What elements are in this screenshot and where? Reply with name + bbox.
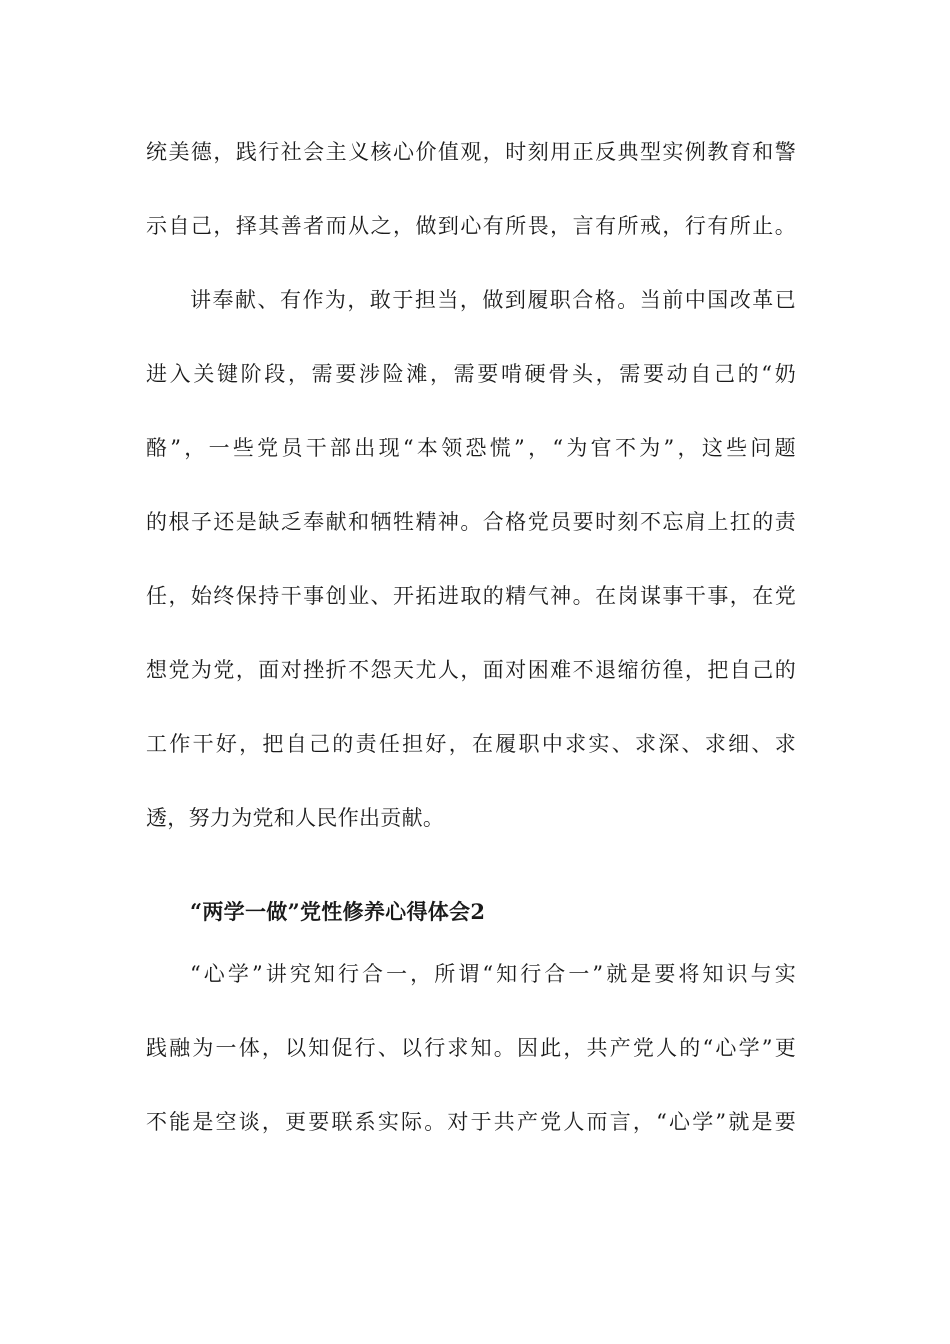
text-line: 示自己，择其善者而从之，做到心有所畏，言有所戒，行有所止。 [146, 214, 796, 238]
text-line: 统美德，践行社会主义核心价值观，时刻用正反典型实例教育和警 [146, 140, 796, 164]
text-line: 的根子还是缺乏奉献和牺牲精神。合格党员要时刻不忘肩上扛的责 [146, 510, 796, 534]
text-line: 不能是空谈，更要联系实际。对于共产党人而言，“心学”就是要 [146, 1110, 796, 1134]
text-line: 想党为党，面对挫折不怨天尤人，面对困难不退缩彷徨，把自己的 [146, 658, 796, 682]
paragraph-first-line: “心学”讲究知行合一，所谓“知行合一”就是要将知识与实 [190, 962, 796, 986]
paragraph-first-line: 讲奉献、有作为，敢于担当，做到履职合格。当前中国改革已 [190, 288, 796, 312]
text-line: 工作干好，把自己的责任担好，在履职中求实、求深、求细、求 [146, 732, 796, 756]
text-line: 任，始终保持干事创业、开拓进取的精气神。在岗谋事干事，在党 [146, 584, 796, 608]
section-heading: “两学一做”党性修养心得体会2 [190, 899, 486, 924]
text-line: 透，努力为党和人民作出贡献。 [146, 806, 445, 830]
text-line: 酪”，一些党员干部出现“本领恐慌”，“为官不为”，这些问题 [146, 436, 796, 460]
text-line: 进入关键阶段，需要涉险滩，需要啃硬骨头，需要动自己的“奶 [146, 362, 796, 386]
text-line: 践融为一体，以知促行、以行求知。因此，共产党人的“心学”更 [146, 1036, 796, 1060]
